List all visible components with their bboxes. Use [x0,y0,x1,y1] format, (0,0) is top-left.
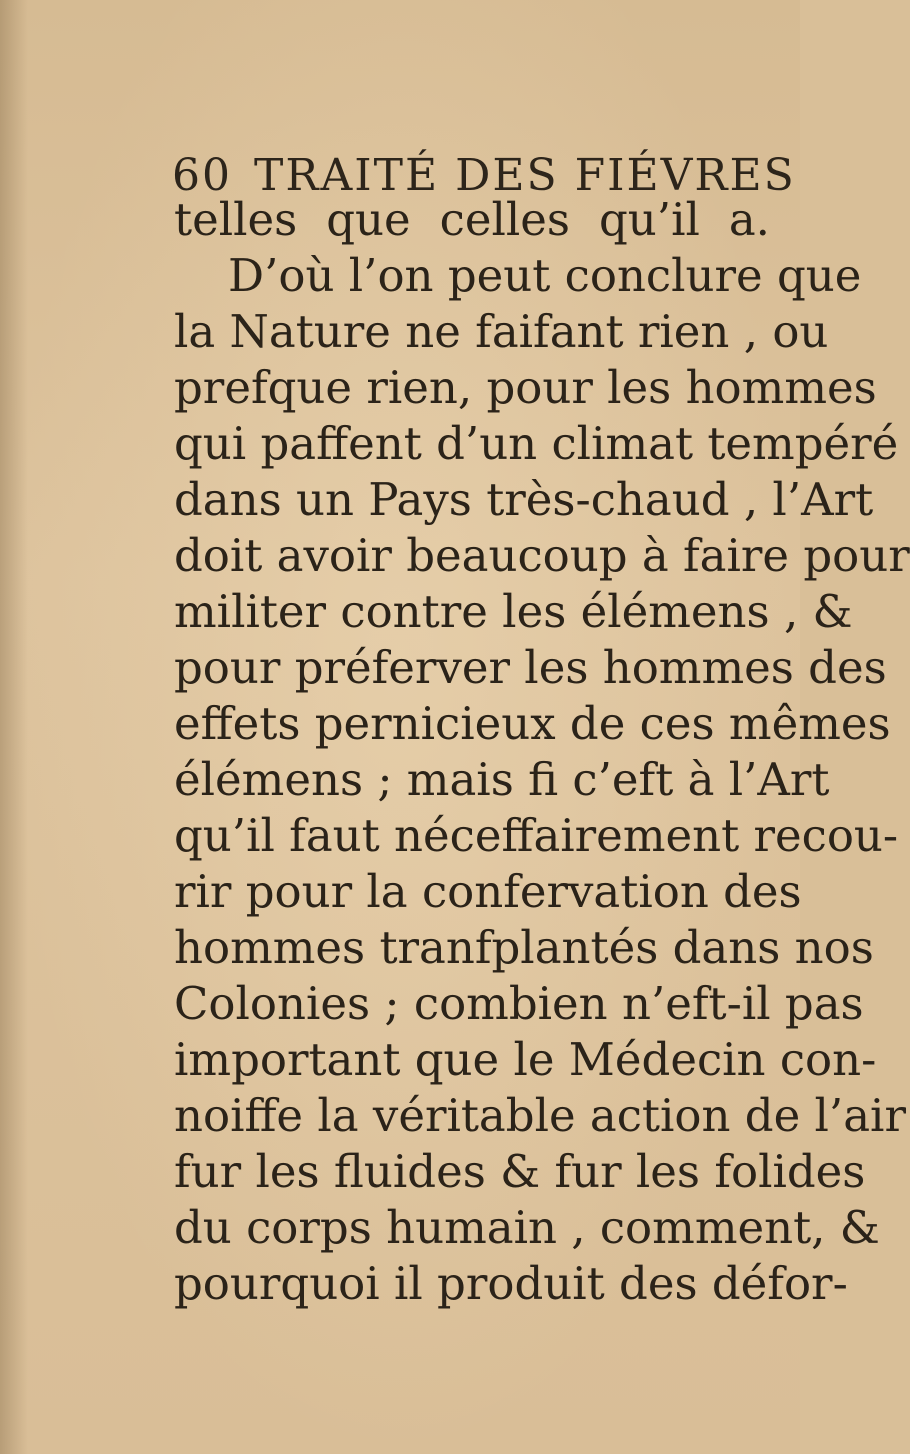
text-line-13: rir pour la confervation des [174,865,802,918]
text-line-5: qui paffent d’un climat tempéré [174,417,899,470]
text-line-14: hommes tranfplantés dans nos [174,921,874,974]
running-title: TRAITÉ DES FIÉVRES [254,150,796,201]
text-line-7: doit avoir beaucoup à faire pour [174,529,910,582]
text-line-20: pourquoi il produit des défor- [174,1257,848,1310]
page-number: 60 [172,150,232,201]
text-line-18: fur les fluides & fur les folides [174,1145,866,1198]
text-line-2: D’où l’on peut conclure que [228,249,862,302]
text-line-12: qu’il faut néceffairement recou- [174,809,899,862]
text-line-6: dans un Pays très-chaud , l’Art [174,473,874,526]
text-line-15: Colonies ; combien n’eft-il pas [174,977,864,1030]
text-line-8: militer contre les élémens , & [174,585,853,638]
text-line-10: effets pernicieux de ces mêmes [174,697,891,750]
page-edge-shadow [0,0,28,1454]
text-line-1: telles que celles qu’il a. [174,193,770,246]
text-line-4: prefque rien, pour les hommes [174,361,877,414]
text-line-17: noiffe la véritable action de l’air [174,1089,906,1142]
text-line-19: du corps humain , comment, & [174,1201,880,1254]
text-line-16: important que le Médecin con- [174,1033,877,1086]
text-line-11: élémens ; mais fi c’eft à l’Art [174,753,830,806]
text-line-9: pour préferver les hommes des [174,641,887,694]
text-line-3: la Nature ne faifant rien , ou [174,305,829,358]
